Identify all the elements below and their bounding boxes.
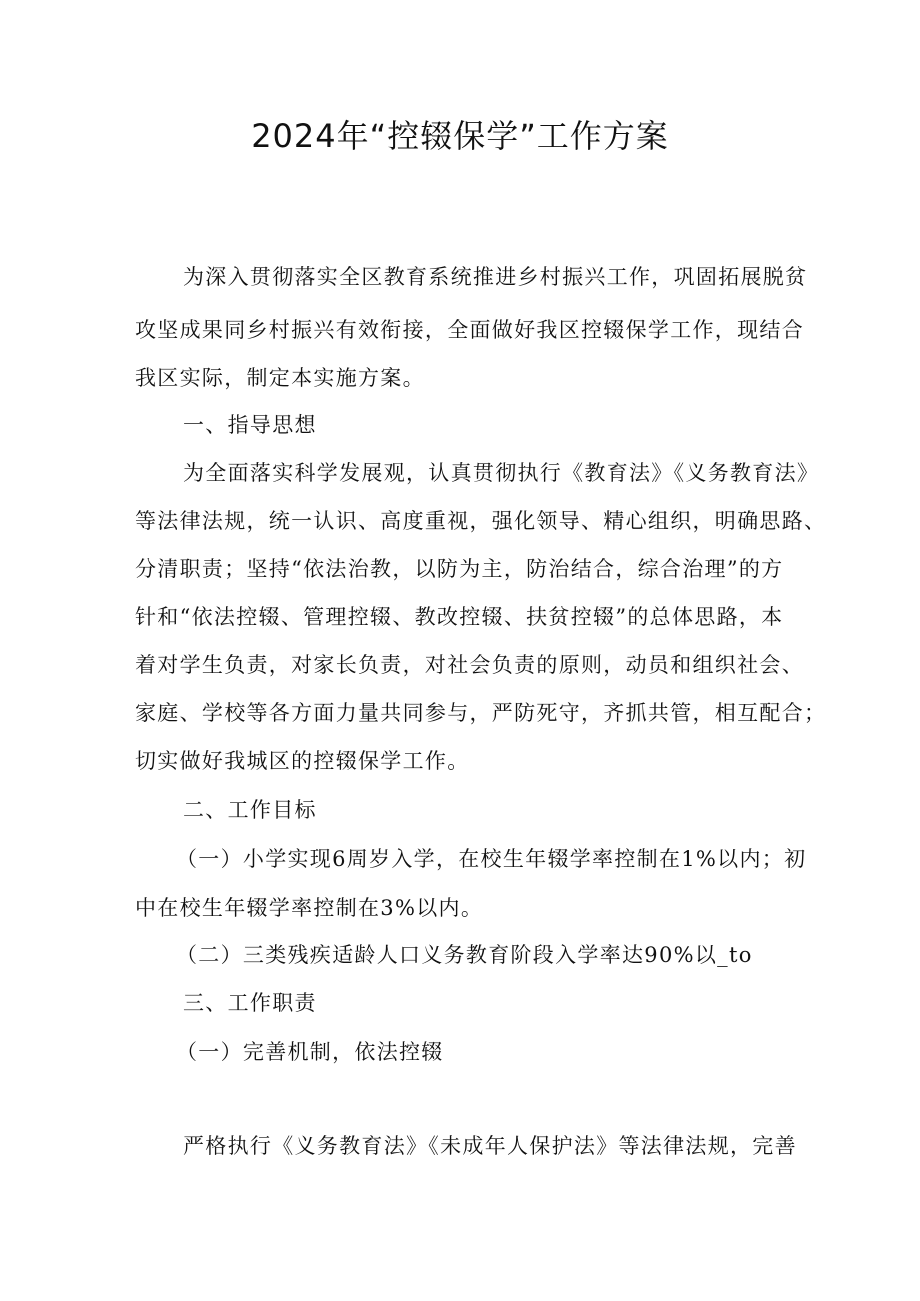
paragraph-line: （一）小学实现6周岁入学，在校生年辍学率控制在1%以内；初 — [176, 847, 807, 871]
document-title: 2024年“控辍保学”工作方案 — [251, 117, 669, 155]
paragraph-line: 为全面落实科学发展观，认真贯彻执行《教育法》《义务教育法》 — [183, 461, 820, 485]
paragraph-line: 着对学生负责，对家长负责，对社会负责的原则，动员和组织社会、 — [135, 653, 804, 677]
paragraph-line: 切实做好我城区的控辍保学工作。 — [135, 749, 470, 773]
paragraph-line: 针和“依法控辍、管理控辍、教改控辍、扶贫控辍”的总体思路，本 — [135, 605, 784, 629]
paragraph-line: （二）三类残疾适龄人口义务教育阶段入学率达90%以_to — [176, 943, 753, 967]
paragraph-line: 严格执行《义务教育法》《未成年人保护法》等法律法规，完善 — [183, 1134, 797, 1158]
paragraph-line: 等法律法规，统一认识、高度重视，强化领导、精心组织，明确思路、 — [135, 509, 827, 533]
paragraph-line: 攻坚成果同乡村振兴有效衔接，全面做好我区控辍保学工作，现结合 — [135, 318, 804, 342]
paragraph-line: 为深入贯彻落实全区教育系统推进乡村振兴工作，巩固拓展脱贫 — [183, 265, 808, 289]
section-heading: 三、工作职责 — [183, 991, 317, 1015]
paragraph-line: 家庭、学校等各方面力量共同参与，严防死守，齐抓共管，相互配合； — [135, 701, 827, 725]
paragraph-line: 我区实际，制定本实施方案。 — [135, 366, 425, 390]
paragraph-line: 中在校生年辍学率控制在3%以内。 — [135, 896, 484, 920]
subsection-heading: （一）完善机制，依法控辍 — [176, 1040, 444, 1064]
paragraph-line: 分清职责；坚持“依法治教，以防为主，防治结合，综合治理”的方 — [135, 557, 784, 581]
section-heading: 一、指导思想 — [183, 413, 317, 437]
section-heading: 二、工作目标 — [183, 798, 317, 822]
